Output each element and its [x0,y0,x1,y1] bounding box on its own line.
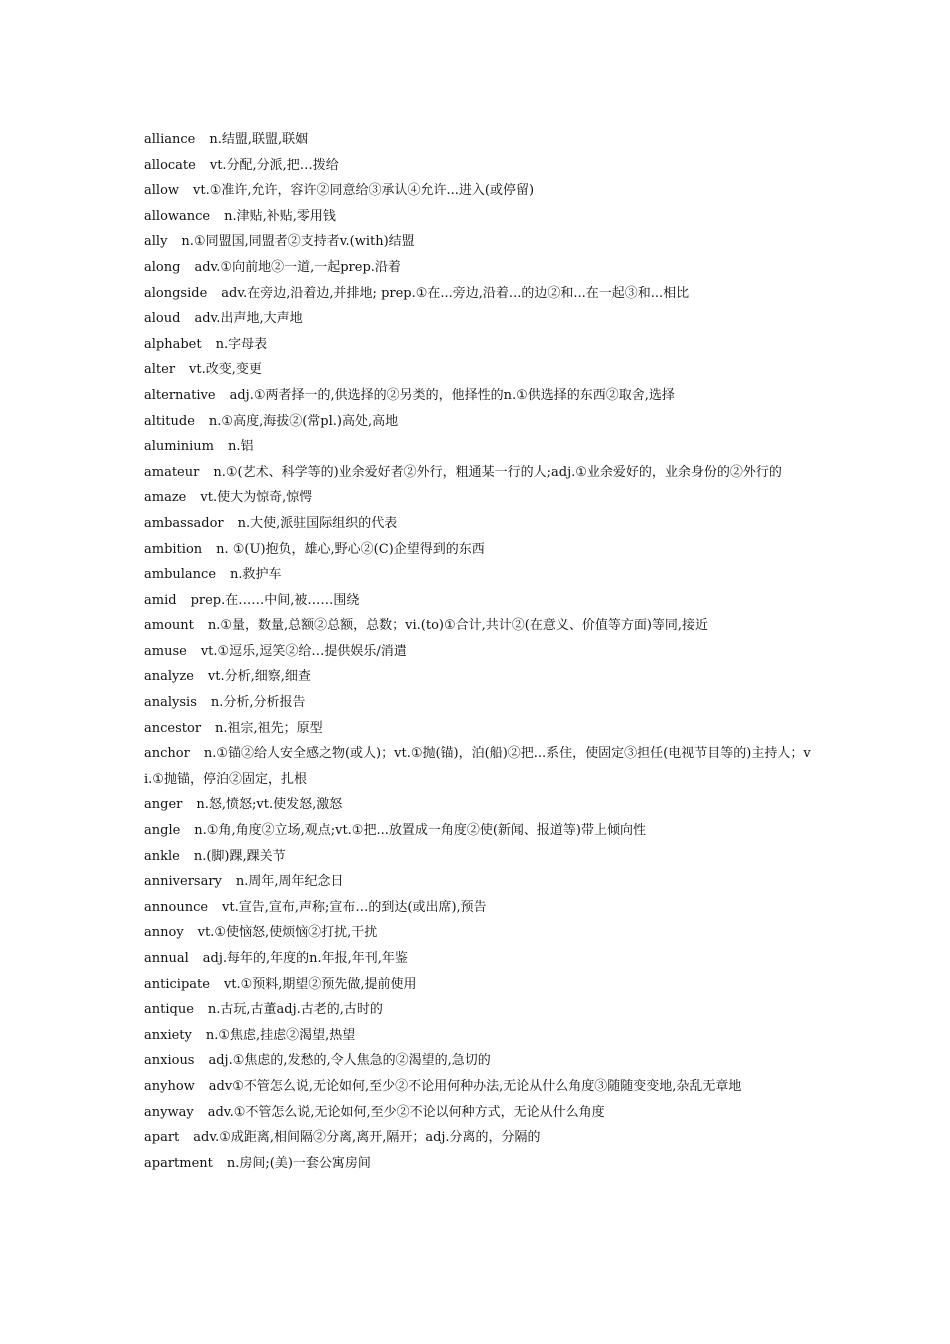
entry-word: annoy [144,925,184,941]
entry-definition: adj.①两者择一的,供选择的②另类的，他择性的n.①供选择的东西②取舍,选择 [229,387,675,403]
entry-word: alongside [144,285,208,301]
vocabulary-entry [144,997,814,1023]
entry-word: ancestor [144,720,202,736]
vocabulary-entry [144,1048,814,1074]
entry-definition: n.怒,愤怒;vt.使发怒,激怒 [196,797,343,813]
entry-definition: adv①不管怎么说,无论如何,至少②不论用何种办法,无论从什么角度③随随变变地,杂乱无章地 [208,1078,742,1094]
entry-definition: n.大使,派驻国际组织的代表 [237,515,398,531]
vocabulary-entry [144,127,814,153]
entry-definition: n.①角,角度②立场,观点;vt.①把...放置成一角度②使(新闻、报道等)带上倾向性 [194,823,646,839]
vocabulary-entry [144,281,814,307]
vocabulary-entry [144,716,814,742]
vocabulary-list [144,127,814,1176]
vocabulary-entry [144,409,814,435]
vocabulary-entry [144,255,814,281]
entry-definition: n.①锚②给人安全感之物(或人)；vt.①抛(锚)，泊(船)②把...系住，使固定③担任(电视节目等的)主持人；vi.①抛锚，停泊②固定，扎根 [144,746,811,787]
entry-word: allow [144,183,180,199]
entry-definition: vt.①准许,允许，容许②同意给③承认④允许...进入(或停留) [193,183,535,199]
entry-word: amount [144,618,194,634]
entry-definition: n.①焦虑,挂虑②渴望,热望 [205,1027,356,1043]
entry-word: ankle [144,848,180,864]
entry-definition: n.救护车 [230,567,282,583]
entry-definition: n.①高度,海拔②(常pl.)高处,高地 [208,413,399,429]
vocabulary-entry [144,818,814,844]
vocabulary-entry [144,1125,814,1151]
entry-word: alternative [144,387,216,403]
entry-definition: n.祖宗,祖先；原型 [215,720,323,736]
entry-definition: vt.①使恼怒,使烦恼②打扰,干扰 [197,925,378,941]
entry-word: angle [144,823,181,839]
vocabulary-entry [144,869,814,895]
vocabulary-entry [144,178,814,204]
vocabulary-entry [144,383,814,409]
entry-word: anticipate [144,976,210,992]
vocabulary-entry [144,920,814,946]
entry-definition: prep.在……中间,被……围绕 [190,592,360,608]
entry-definition: n.房间;(美)一套公寓房间 [226,1155,371,1171]
entry-definition: n.分析,分析报告 [210,695,306,711]
vocabulary-entry [144,895,814,921]
entry-word: annual [144,951,189,966]
entry-word: allocate [144,157,196,173]
vocabulary-entry [144,1151,814,1177]
entry-word: anyway [144,1104,194,1120]
entry-word: alphabet [144,336,202,352]
vocabulary-entry [144,460,814,486]
entry-definition: adv.①不管怎么说,无论如何,至少②不论以何种方式，无论从什么角度 [207,1104,605,1120]
entry-word: announce [144,899,209,915]
vocabulary-entry [144,1100,814,1126]
vocabulary-entry [144,664,814,690]
entry-word: ambassador [144,515,224,531]
vocabulary-entry [144,1074,814,1100]
entry-word: amaze [144,490,187,506]
entry-definition: vt.①逗乐,逗笑②给…提供娱乐/消遣 [200,643,407,659]
entry-definition: vt.分析,细察,细查 [207,669,311,685]
entry-definition: n.津贴,补贴,零用钱 [224,208,336,224]
vocabulary-entry [144,639,814,665]
entry-word: ally [144,234,168,250]
entry-word: amid [144,592,177,608]
entry-definition: n.字母表 [215,336,268,352]
entry-definition: n.结盟,联盟,联姻 [209,132,309,147]
entry-definition: adv.在旁边,沿着边,并排地; prep.①在...旁边,沿着...的边②和...在一起③和...相比 [221,285,690,301]
entry-definition: vt.改变,变更 [189,362,262,378]
vocabulary-entry [144,434,814,460]
entry-definition: n.古玩,古董adj.古老的,古时的 [207,1002,383,1018]
entry-definition: vt.宣告,宣布,声称;宣布…的到达(或出席),预告 [222,899,487,915]
vocabulary-entry [144,741,814,792]
entry-word: altitude [144,413,195,429]
vocabulary-entry [144,972,814,998]
entry-word: alter [144,362,176,378]
entry-definition: adv.①成距离,相间隔②分离,离开,隔开；adj.分离的，分隔的 [193,1130,541,1146]
entry-word: anxiety [144,1027,192,1043]
entry-word: anniversary [144,874,222,890]
entry-word: amuse [144,643,187,659]
entry-definition: adj.每年的,年度的n.年报,年刊,年鉴 [202,951,408,966]
entry-definition: n.(脚)踝,踝关节 [193,848,286,864]
entry-definition: n.①同盟国,同盟者②支持者v.(with)结盟 [181,234,415,250]
entry-word: allowance [144,208,211,224]
vocabulary-entry [144,946,814,972]
vocabulary-entry [144,511,814,537]
vocabulary-entry [144,357,814,383]
vocabulary-entry [144,690,814,716]
entry-definition: n.①(艺术、科学等的)业余爱好者②外行，粗通某一行的人;adj.①业余爱好的，业余身份的②外行的 [213,464,782,480]
entry-definition: adj.①焦虑的,发愁的,令人焦急的②渴望的,急切的 [208,1053,491,1069]
vocabulary-entry [144,485,814,511]
vocabulary-entry [144,332,814,358]
entry-word: antique [144,1002,194,1018]
entry-word: amateur [144,464,200,480]
entry-definition: n. ①(U)抱负，雄心,野心②(C)企望得到的东西 [216,541,485,557]
vocabulary-entry [144,613,814,639]
vocabulary-entry [144,204,814,230]
vocabulary-entry [144,588,814,614]
entry-word: along [144,259,181,275]
vocabulary-entry [144,229,814,255]
entry-word: anxious [144,1053,195,1069]
vocabulary-entry [144,537,814,563]
entry-definition: vt.使大为惊奇,惊愕 [200,490,313,506]
entry-word: ambition [144,541,203,557]
entry-definition: n.铝 [228,439,254,455]
entry-word: anyhow [144,1078,195,1094]
entry-word: anchor [144,746,190,762]
entry-definition: vt.分配,分派,把…拨给 [209,157,339,173]
entry-word: aluminium [144,439,214,455]
entry-word: analyze [144,669,194,685]
vocabulary-entry [144,792,814,818]
vocabulary-entry [144,844,814,870]
entry-word: apart [144,1130,180,1146]
entry-word: ambulance [144,567,217,583]
entry-definition: n.①量，数量,总额②总额，总数；vi.(to)①合计,共计②(在意义、价值等方面)等同,接近 [207,618,709,634]
entry-word: apartment [144,1155,213,1171]
entry-word: aloud [144,311,181,327]
entry-definition: n.周年,周年纪念日 [235,874,344,890]
vocabulary-entry [144,1023,814,1049]
entry-word: alliance [144,132,196,147]
vocabulary-entry [144,306,814,332]
entry-word: anger [144,797,183,813]
entry-word: analysis [144,695,197,711]
vocabulary-entry [144,562,814,588]
vocabulary-entry [144,153,814,179]
entry-definition: vt.①预料,期望②预先做,提前使用 [223,976,417,992]
entry-definition: adv.出声地,大声地 [194,311,303,327]
entry-definition: adv.①向前地②一道,一起prep.沿着 [194,259,401,275]
